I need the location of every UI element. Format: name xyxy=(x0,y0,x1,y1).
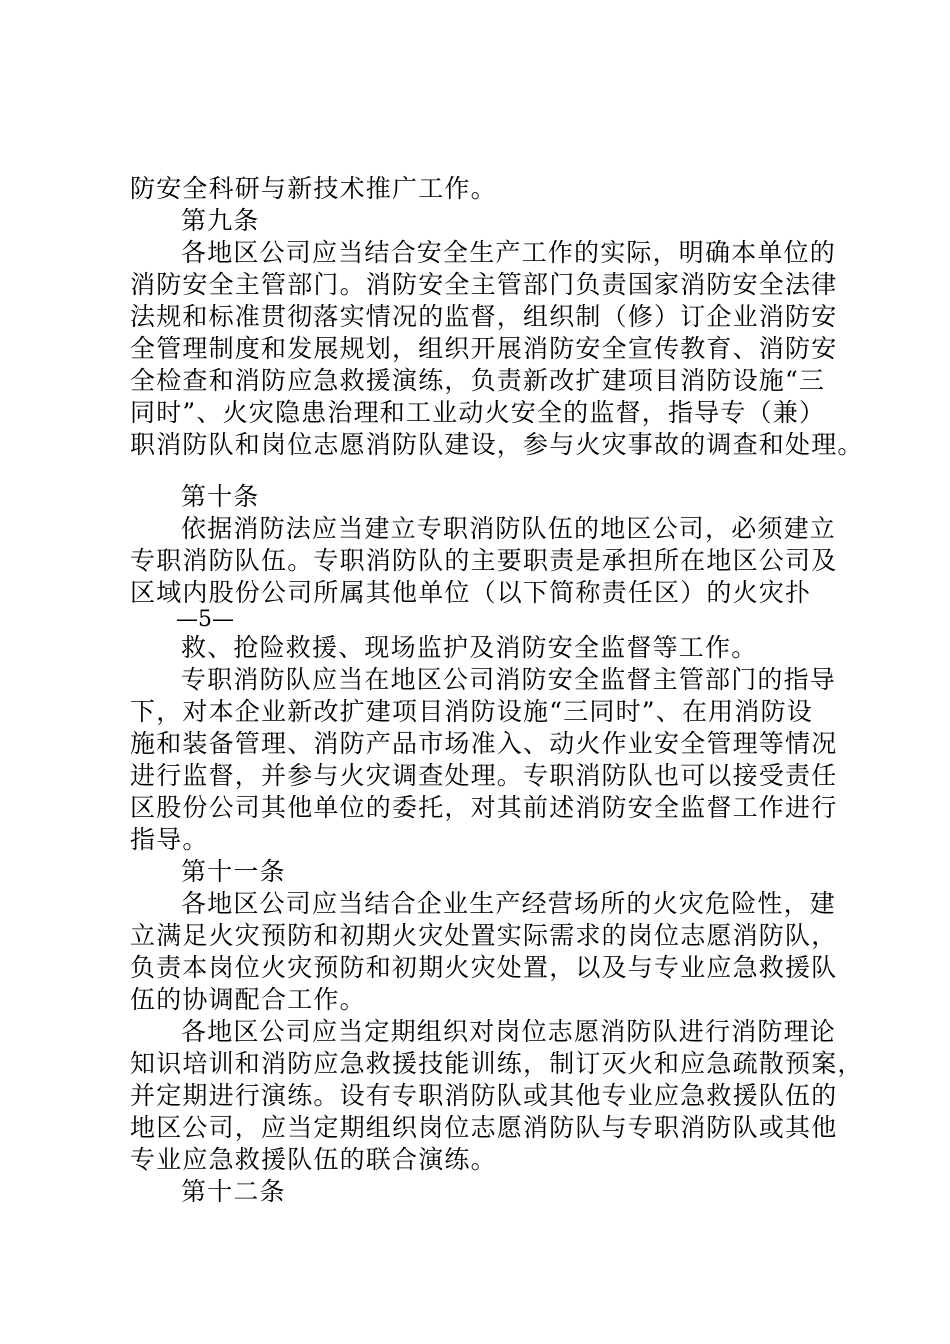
text-line: 伍的协调配合工作。 xyxy=(130,985,366,1014)
page-number: —5— xyxy=(176,607,234,632)
text-line: 负责本岗位火灾预防和初期火灾处置，以及与专业应急救援队 xyxy=(130,953,838,982)
text-line: 依据消防法应当建立专职消防队伍的地区公司，必须建立 xyxy=(181,514,837,543)
article-heading: 第十二条 xyxy=(181,1177,286,1206)
article-heading: 第九条 xyxy=(181,206,260,235)
text-line: 全检查和消防应急救援演练，负责新改扩建项目消防设施“三 xyxy=(130,366,826,395)
text-line: 同时”、火灾隐患治理和工业动火安全的监督，指导专（兼） xyxy=(130,398,826,427)
text-line: 专职消防队伍。专职消防队的主要职责是承担所在地区公司及 xyxy=(130,546,838,575)
text-line: 全管理制度和发展规划，组织开展消防安全宣传教育、消防安 xyxy=(130,334,838,363)
text-line: 法规和标准贯彻落实情况的监督，组织制（修）订企业消防安 xyxy=(130,302,838,331)
text-line: 知识培训和消防应急救援技能训练，制订灭火和应急疏散预案， xyxy=(130,1049,864,1078)
text-line: 防安全科研与新技术推广工作。 xyxy=(130,174,497,203)
text-line: 职消防队和岗位志愿消防队建设，参与火灾事故的调查和处理。 xyxy=(130,430,864,459)
text-line: 并定期进行演练。设有专职消防队或其他专业应急救援队伍的 xyxy=(130,1081,838,1110)
text-line: 专职消防队应当在地区公司消防安全监督主管部门的指导 xyxy=(181,665,837,694)
text-line: 救、抢险救援、现场监护及消防安全监督等工作。 xyxy=(181,633,758,662)
text-line: 消防安全主管部门。消防安全主管部门负责国家消防安全法律 xyxy=(130,270,838,299)
text-line: 各地区公司应当定期组织对岗位志愿消防队进行消防理论 xyxy=(181,1017,837,1046)
text-line: 各地区公司应当结合安全生产工作的实际，明确本单位的 xyxy=(181,238,837,267)
text-line: 专业应急救援队伍的联合演练。 xyxy=(130,1145,497,1174)
text-line: 区域内股份公司所属其他单位（以下简称责任区）的火灾扑 xyxy=(130,578,812,607)
text-line: 下，对本企业新改扩建项目消防设施“三同时”、在用消防设 xyxy=(130,697,813,726)
text-line: 进行监督，并参与火灾调查处理。专职消防队也可以接受责任 xyxy=(130,761,838,790)
text-line: 指导。 xyxy=(130,825,209,854)
text-line: 区股份公司其他单位的委托，对其前述消防安全监督工作进行 xyxy=(130,793,838,822)
article-heading: 第十条 xyxy=(181,482,260,511)
text-line: 地区公司，应当定期组织岗位志愿消防队与专职消防队或其他 xyxy=(130,1113,838,1142)
article-heading: 第十一条 xyxy=(181,857,286,886)
text-line: 施和装备管理、消防产品市场准入、动火作业安全管理等情况 xyxy=(130,729,838,758)
text-line: 立满足火灾预防和初期火灾处置实际需求的岗位志愿消防队， xyxy=(130,921,838,950)
text-line: 各地区公司应当结合企业生产经营场所的火灾危险性，建 xyxy=(181,889,837,918)
